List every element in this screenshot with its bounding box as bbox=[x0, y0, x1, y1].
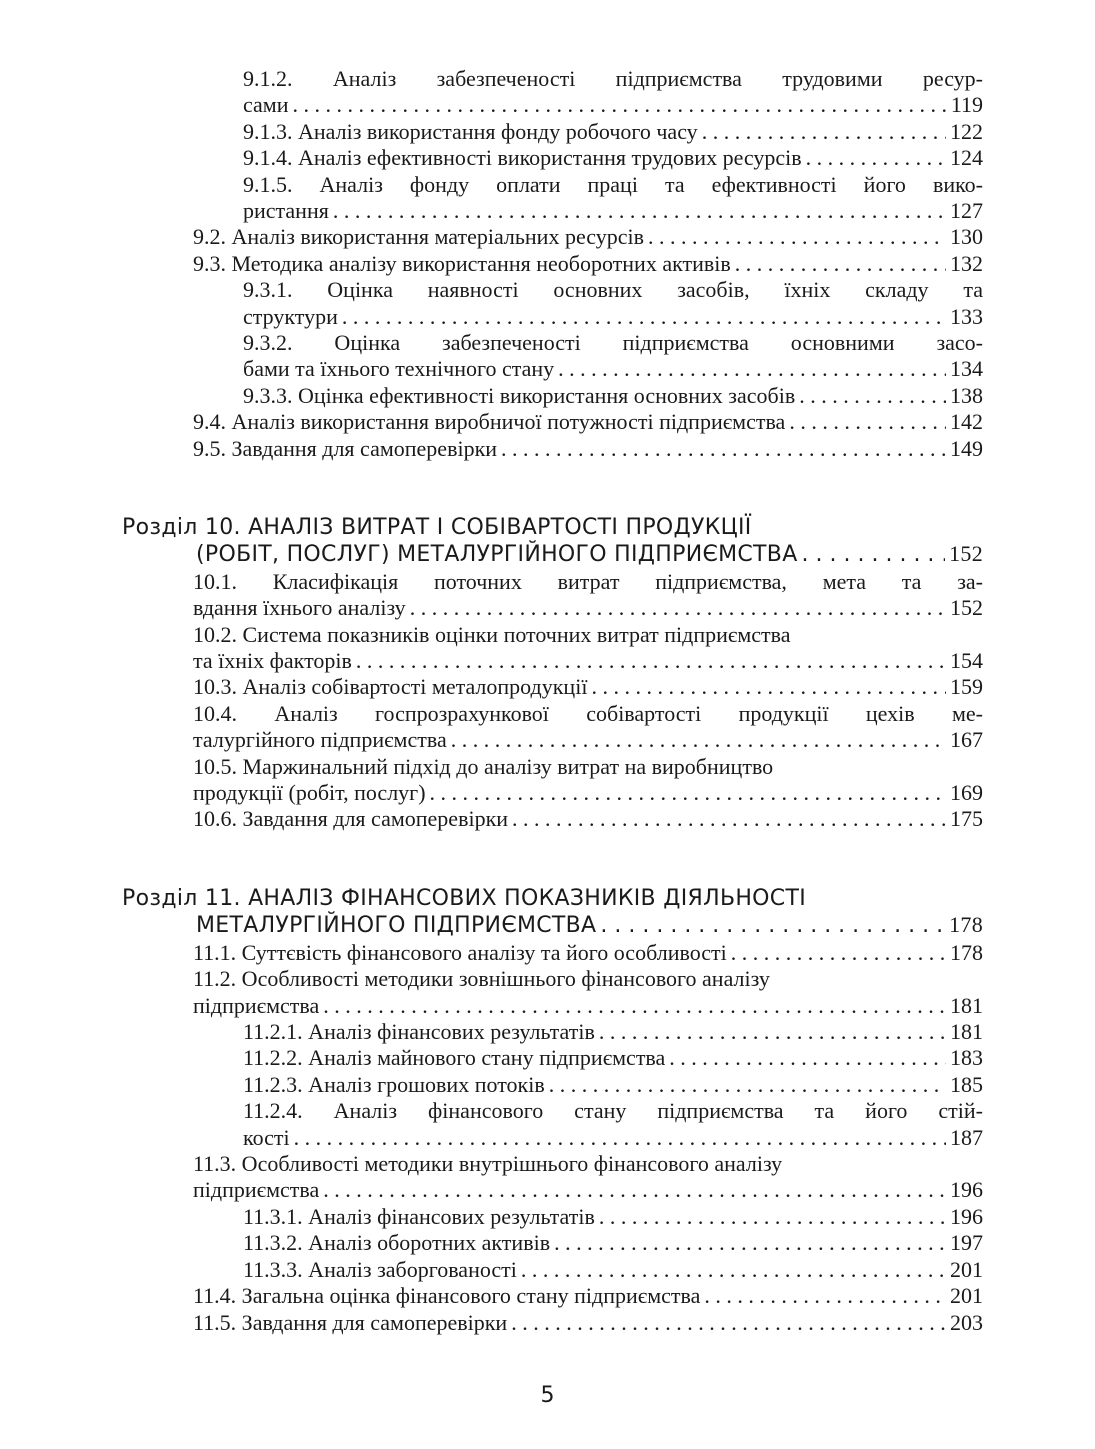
toc-page-number: 127 bbox=[950, 198, 983, 224]
toc-entry[interactable] bbox=[243, 1072, 983, 1098]
toc-entry-text: вдання їхнього аналізу bbox=[193, 595, 406, 621]
toc-entry[interactable] bbox=[193, 674, 983, 700]
toc-entry[interactable] bbox=[243, 1257, 983, 1283]
leader-dots bbox=[702, 119, 946, 145]
leader-dots bbox=[323, 1177, 946, 1203]
toc-entry[interactable] bbox=[243, 330, 983, 383]
toc-page-number: 183 bbox=[950, 1045, 983, 1071]
toc-entry-text: талургійного підприємства bbox=[193, 727, 447, 753]
leader-dots bbox=[501, 436, 946, 462]
toc-entry[interactable] bbox=[243, 172, 983, 225]
toc-entry[interactable] bbox=[243, 1230, 983, 1256]
toc-entry-text: підприємства bbox=[193, 992, 320, 1018]
toc-chapter-11 bbox=[0, 886, 1095, 1336]
toc-entry[interactable] bbox=[193, 251, 983, 277]
toc-entry-text: 11.3. Особливості методики внутрішнього фінансового аналізу bbox=[193, 1151, 783, 1177]
toc-entry[interactable] bbox=[193, 569, 983, 622]
leader-dots bbox=[806, 145, 946, 171]
leader-dots bbox=[648, 224, 946, 250]
toc-entry-text: 9.1.3. Аналіз використання фонду робочого часу bbox=[243, 118, 698, 144]
toc-entry[interactable] bbox=[243, 1098, 983, 1151]
toc-page-number: 201 bbox=[950, 1256, 983, 1282]
toc-entry[interactable] bbox=[193, 754, 983, 807]
leader-dots bbox=[599, 1204, 946, 1230]
toc-entry-text: продукції (робіт, послуг) bbox=[193, 780, 426, 806]
toc-entry[interactable] bbox=[243, 145, 983, 171]
toc-page-number: 196 bbox=[950, 1177, 983, 1203]
toc-page-number: 132 bbox=[950, 250, 983, 276]
toc-entry-text: 11.3.2. Аналіз оборотних активів bbox=[243, 1230, 551, 1256]
toc-entry-text: 11.3.3. Аналіз заборгованості bbox=[243, 1256, 517, 1282]
toc-page-number: 133 bbox=[950, 303, 983, 329]
toc-entry-text: 9.4. Аналіз використання виробничої потужності підприємства bbox=[193, 409, 786, 435]
toc-page-number: 201 bbox=[950, 1283, 983, 1309]
toc-page-number: 197 bbox=[950, 1230, 983, 1256]
leader-dots bbox=[591, 674, 946, 700]
toc-entry-text: структури bbox=[243, 303, 338, 329]
toc-entry-text: бами та їхнього технічного стану bbox=[243, 356, 555, 382]
toc-entry-text: 9.3.2. Оцінка забезпеченості підприємства основними засо- bbox=[243, 330, 983, 356]
chapter-heading[interactable] bbox=[0, 886, 983, 940]
toc-entry-text: 10.3. Аналіз собівартості металопродукції bbox=[193, 674, 588, 700]
leader-dots bbox=[704, 1283, 946, 1309]
leader-dots bbox=[451, 727, 946, 753]
toc-page-number: 175 bbox=[950, 806, 983, 832]
toc-entry-text: кості bbox=[243, 1124, 290, 1150]
toc-entry-text: 11.5. Завдання для самоперевірки bbox=[193, 1309, 508, 1335]
toc-entry[interactable] bbox=[193, 1151, 983, 1204]
toc-entry[interactable] bbox=[193, 701, 983, 754]
toc-entry[interactable] bbox=[193, 1283, 983, 1309]
chapter-title: (РОБІТ, ПОСЛУГ) МЕТАЛУРГІЙНОГО ПІДПРИЄМСТВА bbox=[196, 542, 798, 568]
toc-entry-text: 11.4. Загальна оцінка фінансового стану підприємства bbox=[193, 1283, 701, 1309]
toc-entry-text: сами bbox=[243, 92, 289, 118]
toc-page-number: 154 bbox=[950, 648, 983, 674]
toc-page-number: 196 bbox=[950, 1203, 983, 1229]
toc-entry-text: 11.1. Суттєвість фінансового аналізу та його особливості bbox=[193, 939, 727, 965]
toc-section-9 bbox=[0, 66, 1095, 462]
toc-entry[interactable] bbox=[193, 409, 983, 435]
leader-dots bbox=[735, 251, 946, 277]
toc-entry[interactable] bbox=[193, 966, 983, 1019]
toc-page-number: 185 bbox=[950, 1071, 983, 1097]
leader-dots bbox=[669, 1045, 946, 1071]
toc-page-number: 181 bbox=[950, 992, 983, 1018]
leader-dots bbox=[600, 913, 945, 939]
toc-entry[interactable] bbox=[243, 66, 983, 119]
toc-chapter-10 bbox=[0, 515, 1095, 833]
leader-dots bbox=[521, 1257, 946, 1283]
toc-entry-text: 9.2. Аналіз використання матеріальних ресурсів bbox=[193, 224, 645, 250]
leader-dots bbox=[799, 383, 946, 409]
leader-dots bbox=[599, 1019, 946, 1045]
toc-page-number: 178 bbox=[950, 939, 983, 965]
toc-page-number: 203 bbox=[950, 1309, 983, 1335]
toc-entry-text: підприємства bbox=[193, 1177, 320, 1203]
toc-entry[interactable] bbox=[193, 622, 983, 675]
leader-dots bbox=[323, 993, 946, 1019]
leader-dots bbox=[333, 198, 946, 224]
toc-entry-text: 10.5. Маржинальний підхід до аналізу витрат на виробництво bbox=[193, 753, 774, 779]
toc-entry-text: 11.2.4. Аналіз фінансового стану підприємства та його стій- bbox=[243, 1098, 983, 1124]
toc-entry[interactable] bbox=[243, 119, 983, 145]
toc-page-number: 124 bbox=[950, 145, 983, 171]
toc-entry-text: 9.3.3. Оцінка ефективності використання основних засобів bbox=[243, 382, 796, 408]
toc-entry-text: 11.2.3. Аналіз грошових потоків bbox=[243, 1071, 545, 1097]
toc-page-number: 122 bbox=[950, 118, 983, 144]
toc-entry[interactable] bbox=[193, 806, 983, 832]
leader-dots bbox=[549, 1072, 946, 1098]
chapter-title: МЕТАЛУРГІЙНОГО ПІДПРИЄМСТВА bbox=[196, 913, 597, 939]
toc-entry-text: 9.3. Методика аналізу використання необоротних активів bbox=[193, 250, 731, 276]
toc-page-number: 142 bbox=[950, 409, 983, 435]
toc-entry-text: 10.1. Класифікація поточних витрат підприємства, мета та за- bbox=[193, 568, 983, 594]
toc-entry[interactable] bbox=[193, 940, 983, 966]
toc-entry-text: 11.3.1. Аналіз фінансових результатів bbox=[243, 1203, 595, 1229]
chapter-heading[interactable] bbox=[0, 515, 983, 569]
toc-entry[interactable] bbox=[243, 1045, 983, 1071]
chapter-title: Розділ 11. АНАЛІЗ ФІНАНСОВИХ ПОКАЗНИКІВ ДІЯЛЬНОСТІ bbox=[122, 886, 806, 911]
toc-page-number: 187 bbox=[950, 1124, 983, 1150]
leader-dots bbox=[554, 1230, 946, 1256]
leader-dots bbox=[511, 1310, 946, 1336]
toc-page-number: 130 bbox=[950, 224, 983, 250]
toc-entry-text: 9.5. Завдання для самоперевірки bbox=[193, 435, 498, 461]
toc-page-number: 152 bbox=[950, 595, 983, 621]
toc-entry-text: 9.1.4. Аналіз ефективності використання трудових ресурсів bbox=[243, 145, 802, 171]
toc-page-number: 181 bbox=[950, 1019, 983, 1045]
toc-page-number: 167 bbox=[950, 727, 983, 753]
leader-dots bbox=[410, 595, 946, 621]
toc-entry-text: 10.4. Аналіз госпрозрахункової собівартості продукції цехів ме- bbox=[193, 700, 983, 726]
toc-entry[interactable] bbox=[243, 1019, 983, 1045]
leader-dots bbox=[512, 806, 946, 832]
page-number: 5 bbox=[540, 1383, 555, 1408]
toc-entry[interactable] bbox=[193, 436, 983, 462]
toc-entry-text: 11.2.1. Аналіз фінансових результатів bbox=[243, 1019, 595, 1045]
leader-dots bbox=[293, 92, 947, 118]
leader-dots bbox=[356, 648, 946, 674]
toc-entry[interactable] bbox=[193, 1310, 983, 1336]
leader-dots bbox=[789, 409, 946, 435]
toc-page-number: 152 bbox=[949, 541, 983, 567]
toc-entry[interactable] bbox=[243, 1204, 983, 1230]
toc-page-number: 149 bbox=[950, 435, 983, 461]
toc-page-number: 178 bbox=[949, 912, 983, 938]
toc-entry-text: 10.2. Система показників оцінки поточних витрат підприємства bbox=[193, 621, 791, 647]
toc-entry-text: 9.1.2. Аналіз забезпеченості підприємства трудовими ресур- bbox=[243, 66, 983, 91]
toc-entry-text: 9.1.5. Аналіз фонду оплати праці та ефективності його вико- bbox=[243, 171, 983, 197]
toc-entry-text: та їхніх факторів bbox=[193, 648, 352, 674]
toc-entry-text: 9.3.1. Оцінка наявності основних засобів, їхніх складу та bbox=[243, 277, 983, 303]
toc-entry[interactable] bbox=[243, 277, 983, 330]
toc-page-number: 159 bbox=[950, 674, 983, 700]
toc-page-number: 134 bbox=[950, 356, 983, 382]
toc-entry-text: 11.2.2. Аналіз майнового стану підприємства bbox=[243, 1045, 666, 1071]
toc-page-number: 138 bbox=[950, 382, 983, 408]
leader-dots bbox=[731, 940, 946, 966]
chapter-title: Розділ 10. АНАЛІЗ ВИТРАТ І СОБІВАРТОСТІ ПРОДУКЦІЇ bbox=[122, 515, 752, 540]
leader-dots bbox=[558, 356, 946, 382]
toc-page-number: 119 bbox=[950, 92, 983, 118]
toc-page-number: 169 bbox=[950, 780, 983, 806]
toc-entry[interactable] bbox=[193, 224, 983, 250]
leader-dots bbox=[342, 304, 946, 330]
leader-dots bbox=[294, 1125, 946, 1151]
toc-entry[interactable] bbox=[243, 383, 983, 409]
leader-dots bbox=[430, 780, 946, 806]
toc-entry-text: ристання bbox=[243, 198, 329, 224]
toc-entry-text: 11.2. Особливості методики зовнішнього фінансового аналізу bbox=[193, 966, 770, 992]
toc-entry-text: 10.6. Завдання для самоперевірки bbox=[193, 806, 509, 832]
leader-dots bbox=[802, 542, 946, 568]
